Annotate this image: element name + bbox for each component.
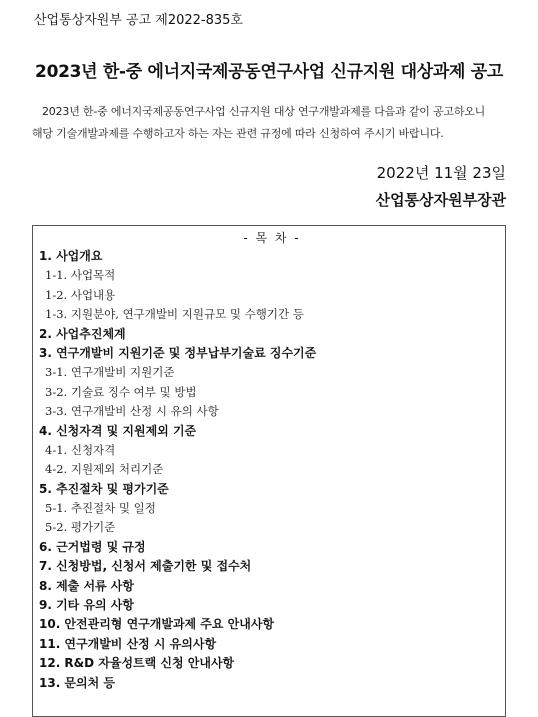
toc-item: 8. 제출 서류 사항 — [39, 578, 134, 593]
table-of-contents — [32, 225, 506, 717]
intro-line: 해당 기술개발과제를 수행하고자 하는 자는 관련 규정에 따라 신청하여 주시기 바랍니다. — [32, 127, 444, 140]
notice-date: 2022년 11월 23일 — [376, 164, 506, 182]
issuer: 산업통상자원부장관 — [375, 191, 506, 209]
toc-item: 5-2. 평가기준 — [45, 520, 116, 535]
toc-item: 3-2. 기술료 징수 여부 및 방법 — [45, 384, 197, 399]
toc-item: 4-2. 지원제외 처리기준 — [45, 462, 164, 477]
toc-list — [39, 247, 505, 693]
toc-item: 3-1. 연구개발비 지원기준 — [45, 365, 175, 380]
toc-item: 1-1. 사업목적 — [45, 268, 116, 283]
toc-item: 4-1. 신청자격 — [45, 442, 116, 457]
toc-item: 4. 신청자격 및 지원제외 기준 — [39, 423, 197, 438]
toc-item: 1-3. 지원분야, 연구개발비 지원규모 및 수행기간 등 — [45, 307, 304, 322]
toc-heading: - 목 차 - — [243, 231, 301, 245]
toc-item: 1. 사업개요 — [39, 249, 103, 263]
notice-number: 산업통상자원부 공고 제2022-835호 — [34, 13, 243, 28]
intro-line: 2023년 한-중 에너지국제공동연구사업 신규지원 대상 연구개발과제를 다음과 같이 공고하오니 — [42, 105, 486, 118]
toc-item: 2. 사업추진체계 — [39, 326, 126, 341]
intro-paragraph — [32, 101, 510, 145]
toc-item: 1-2. 사업내용 — [45, 287, 116, 302]
toc-item: 10. 안전관리형 연구개발과제 주요 안내사항 — [39, 617, 275, 632]
toc-item: 3. 연구개발비 지원기준 및 정부납부기술료 징수기준 — [39, 345, 317, 360]
toc-item: 7. 신청방법, 신청서 제출기한 및 접수처 — [39, 559, 252, 574]
toc-item: 12. R&D 자율성트랙 신청 안내사항 — [39, 656, 235, 671]
toc-item: 5-1. 추진절차 및 일정 — [45, 501, 156, 516]
toc-item: 11. 연구개발비 산정 시 유의사항 — [39, 636, 217, 651]
toc-item: 5. 추진절차 및 평가기준 — [39, 481, 169, 496]
toc-item: 13. 문의처 등 — [39, 675, 115, 690]
toc-item: 3-3. 연구개발비 산정 시 유의 사항 — [45, 404, 219, 419]
page-title: 2023년 한-중 에너지국제공동연구사업 신규지원 대상과제 공고 — [35, 62, 503, 82]
toc-item: 9. 기타 유의 사항 — [39, 598, 134, 613]
toc-item: 6. 근거법령 및 규정 — [39, 539, 146, 554]
